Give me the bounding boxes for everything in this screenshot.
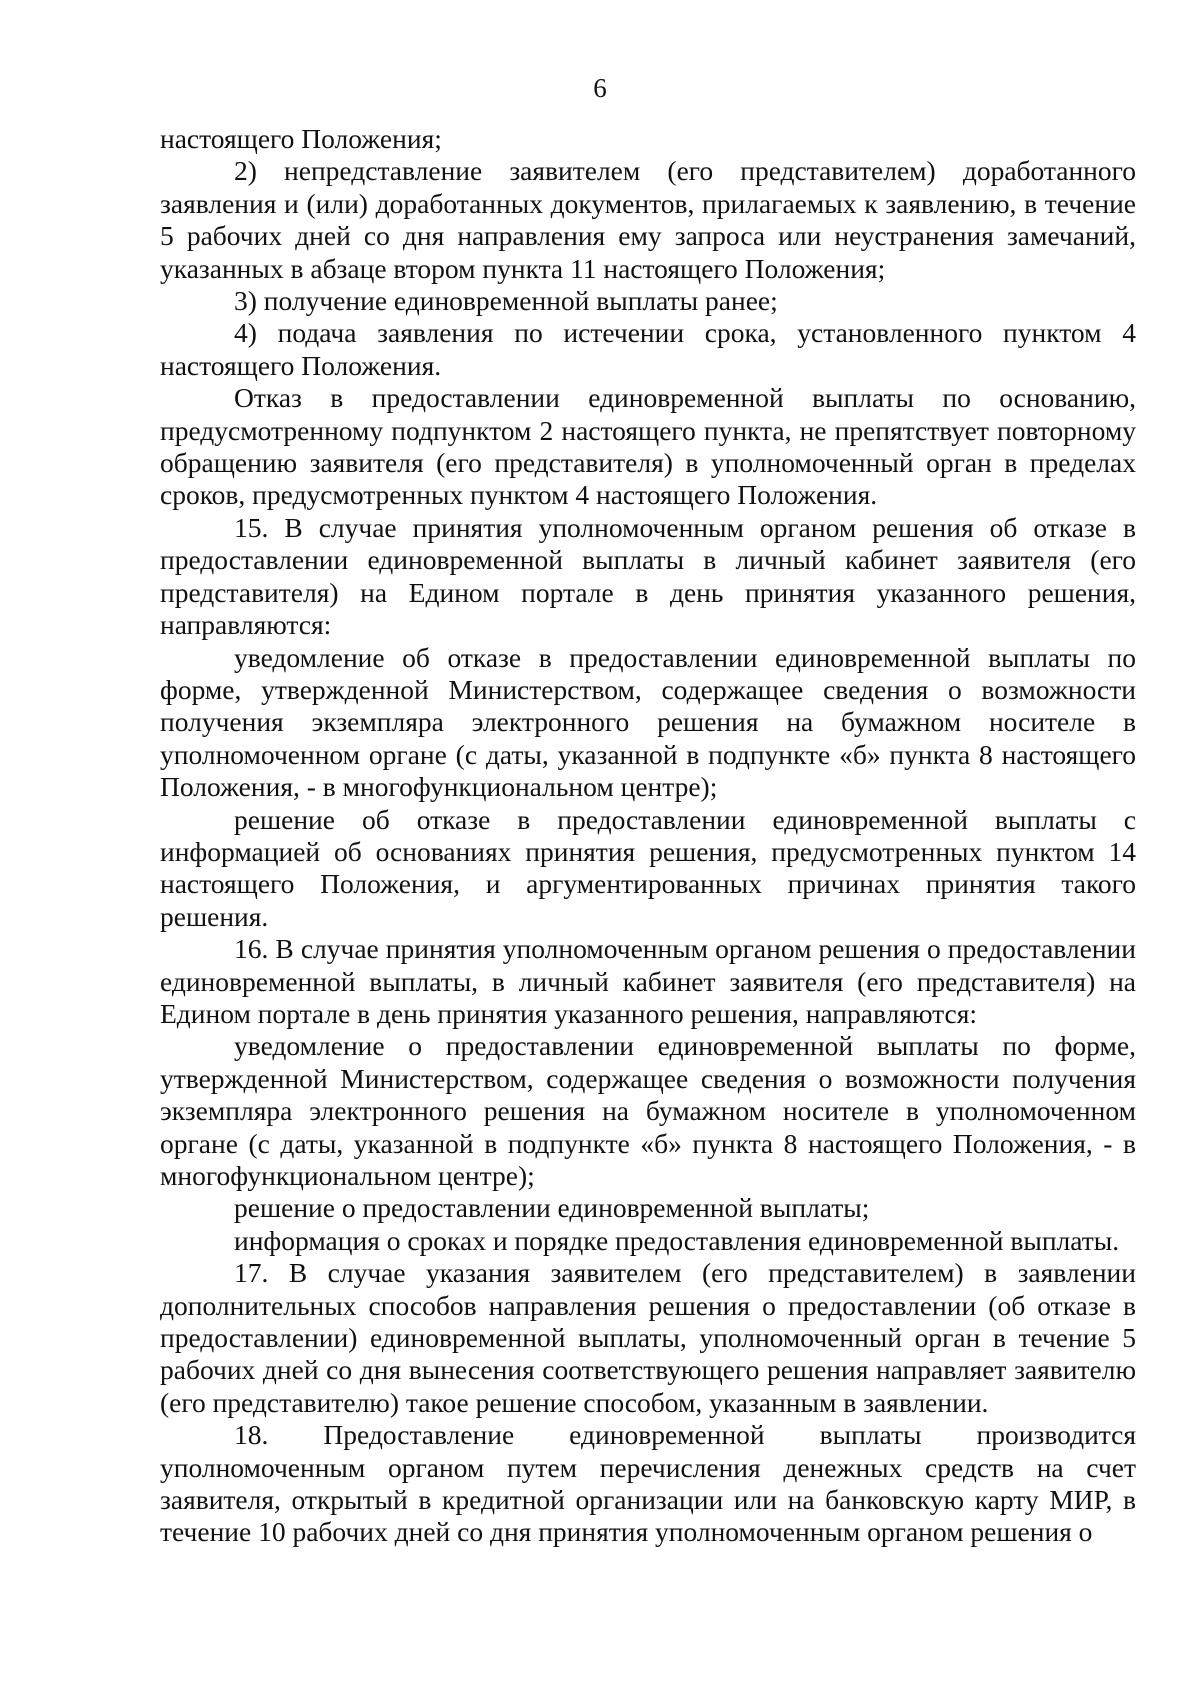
paragraph-clause-16-notice: уведомление о предоставлении единовременной выплаты по форме, утвержденной Министерством, содержащее сведения о возможности получения экземпляра электронного решения на бумажном носителе в уполномоченном органе (с даты, указанной в подпункте «б» пункта 8 настоящего Положения, - в многофункциональном центре);	[160, 1030, 1136, 1191]
paragraph-clause-15-notice: уведомление об отказе в предоставлении единовременной выплаты по форме, утвержденной Министерством, содержащее сведения о возможности получения экземпляра электронного решения на бумажном носителе в уполномоченном органе (с даты, указанной в подпункте «б» пункта 8 настоящего Положения, - в многофункциональном центре);	[160, 641, 1136, 803]
paragraph-clause-18: 18. Предоставление единовременной выплаты производится уполномоченным органом путем перечисления денежных средств на счет заявителя, открытый в кредитной организации или на банковскую карту МИР, в течение 10 рабочих дней со дня принятия уполномоченным органом решения о	[160, 1419, 1136, 1548]
paragraph-clause-17: 17. В случае указания заявителем (его представителем) в заявлении дополнительных способов направления решения о предоставлении (об отказе в предоставлении) единовременной выплаты, уполномоченный орган в течение 5 рабочих дней со дня вынесения соответствующего решения направляет заявителю (его представителю) такое решение способом, указанным в заявлении.	[160, 1257, 1136, 1418]
paragraph-item-2: 2) непредставление заявителем (его представителем) доработанного заявления и (или) доработанных документов, прилагаемых к заявлению, в течение 5 рабочих дней со дня направления ему запроса или неустранения замечаний, указанных в абзаце втором пункта 11 настоящего Положения;	[160, 155, 1136, 284]
paragraph-clause-16-decision: решение о предоставлении единовременной выплаты;	[234, 1192, 870, 1224]
paragraph-clause-16: 16. В случае принятия уполномоченным органом решения о предоставлении единовременной выплаты, в личный кабинет заявителя (его представителя) на Едином портале в день принятия указанного решения, направляются:	[160, 933, 1136, 1029]
paragraph-item-4: 4) подача заявления по истечении срока, установленного пунктом 4 настоящего Положения.	[160, 317, 1136, 381]
paragraph-continuation: настоящего Положения;	[160, 123, 442, 154]
paragraph-clause-15-decision: решение об отказе в предоставлении единовременной выплаты с информацией об основаниях принятия решения, предусмотренных пунктом 14 настоящего Положения, и аргументированных причинах принятия такого решения.	[160, 803, 1136, 932]
paragraph-clause-15: 15. В случае принятия уполномоченным органом решения об отказе в предоставлении единовременной выплаты в личный кабинет заявителя (его представителя) на Едином портале в день принятия указанного решения, направляются:	[160, 511, 1136, 641]
paragraph-clause-16-info: информация о сроках и порядке предоставления единовременной выплаты.	[234, 1224, 1120, 1256]
paragraph-item-3: 3) получение единовременной выплаты ранее;	[234, 285, 778, 317]
document-body	[160, 123, 1136, 1549]
page-number: 6	[593, 73, 607, 103]
paragraph-refusal-note: Отказ в предоставлении единовременной выплаты по основанию, предусмотренному подпунктом 2 настоящего пункта, не препятствует повторному обращению заявителя (его представителя) в уполномоченный орган в пределах сроков, предусмотренных пунктом 4 настоящего Положения.	[160, 382, 1136, 511]
